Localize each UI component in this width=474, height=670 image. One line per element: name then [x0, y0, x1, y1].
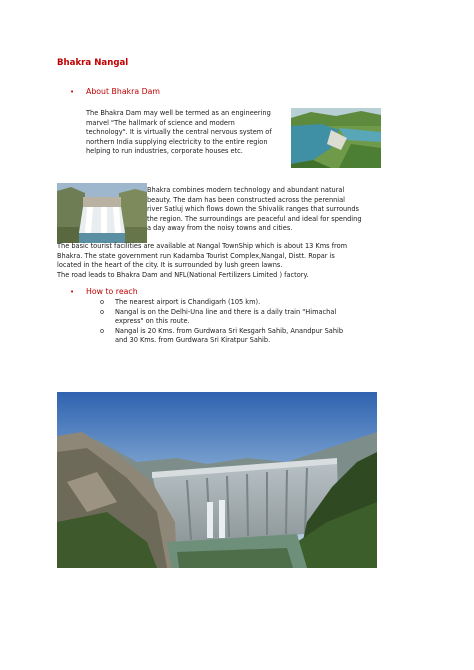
facilities-line: Bhakra. The state government run Kadamba Tourist Complex,Nangal, Distt. Ropar is: [57, 251, 335, 260]
reach-list: [100, 298, 343, 346]
description-paragraph: [147, 186, 362, 234]
dam-spillway-photo: [57, 183, 147, 243]
circle-bullet-icon: o: [100, 307, 105, 316]
list-item-line: Nangal is 20 Kms. from Gurdwara Sri Kesgarh Sahib, Anandpur Sahib: [115, 326, 344, 335]
list-item: [100, 308, 343, 327]
facilities-line: The road leads to Bhakra Dam and NFL(National Fertilizers Limited ) factory.: [57, 270, 309, 279]
list-item-line: Nangal is on the Delhi-Una line and there is a daily train "Himachal: [115, 307, 337, 316]
circle-bullet-icon: o: [100, 298, 105, 306]
description-line: the region. The surroundings are peaceful and ideal for spending: [147, 214, 362, 223]
facilities-line: located in the heart of the city. It is surrounded by lush green lawns.: [57, 261, 283, 270]
bhakra-dam-landscape-photo: [57, 392, 377, 568]
page-title: Bhakra Nangal: [57, 58, 129, 68]
intro-line: marvel "The hallmark of science and modern: [86, 118, 235, 127]
bullet-icon: •: [70, 287, 75, 296]
intro-line: northern India supplying electricity to the entire region: [86, 137, 268, 146]
list-item-line: and 30 Kms. from Gurdwara Sri Kiratpur Sahib.: [115, 336, 271, 345]
facilities-paragraph: [57, 242, 347, 280]
section-heading-about-label: About Bhakra Dam: [86, 87, 160, 96]
description-line: a day away from the noisy towns and cities.: [147, 224, 293, 233]
bullet-icon: •: [70, 87, 75, 96]
facilities-line: The basic tourist facilities are available at Nangal TownShip which is about 13 Kms from: [57, 242, 348, 250]
list-item-line: The nearest airport is Chandigarh (105 km).: [115, 298, 261, 306]
list-item: [100, 327, 343, 346]
circle-bullet-icon: o: [100, 326, 105, 335]
intro-paragraph: [86, 109, 272, 157]
description-line: Bhakra combines modern technology and abundant natural: [147, 186, 345, 194]
intro-line: technology". It is virtually the central nervous system of: [86, 128, 272, 137]
intro-line: helping to run industries, corporate houses etc.: [86, 147, 243, 156]
intro-line: The Bhakra Dam may well be termed as an engineering: [86, 109, 271, 117]
description-line: beauty. The dam has been constructed across the perennial: [147, 195, 346, 204]
description-line: river Satluj which flows down the Shivalik ranges that surrounds: [147, 205, 359, 214]
section-heading-reach-label: How to reach: [86, 287, 138, 296]
list-item: [100, 298, 343, 308]
section-heading-reach: [70, 287, 138, 296]
list-item-line: express" on this route.: [115, 317, 190, 326]
dam-reservoir-photo: [291, 108, 381, 168]
section-heading-about: [70, 87, 160, 96]
